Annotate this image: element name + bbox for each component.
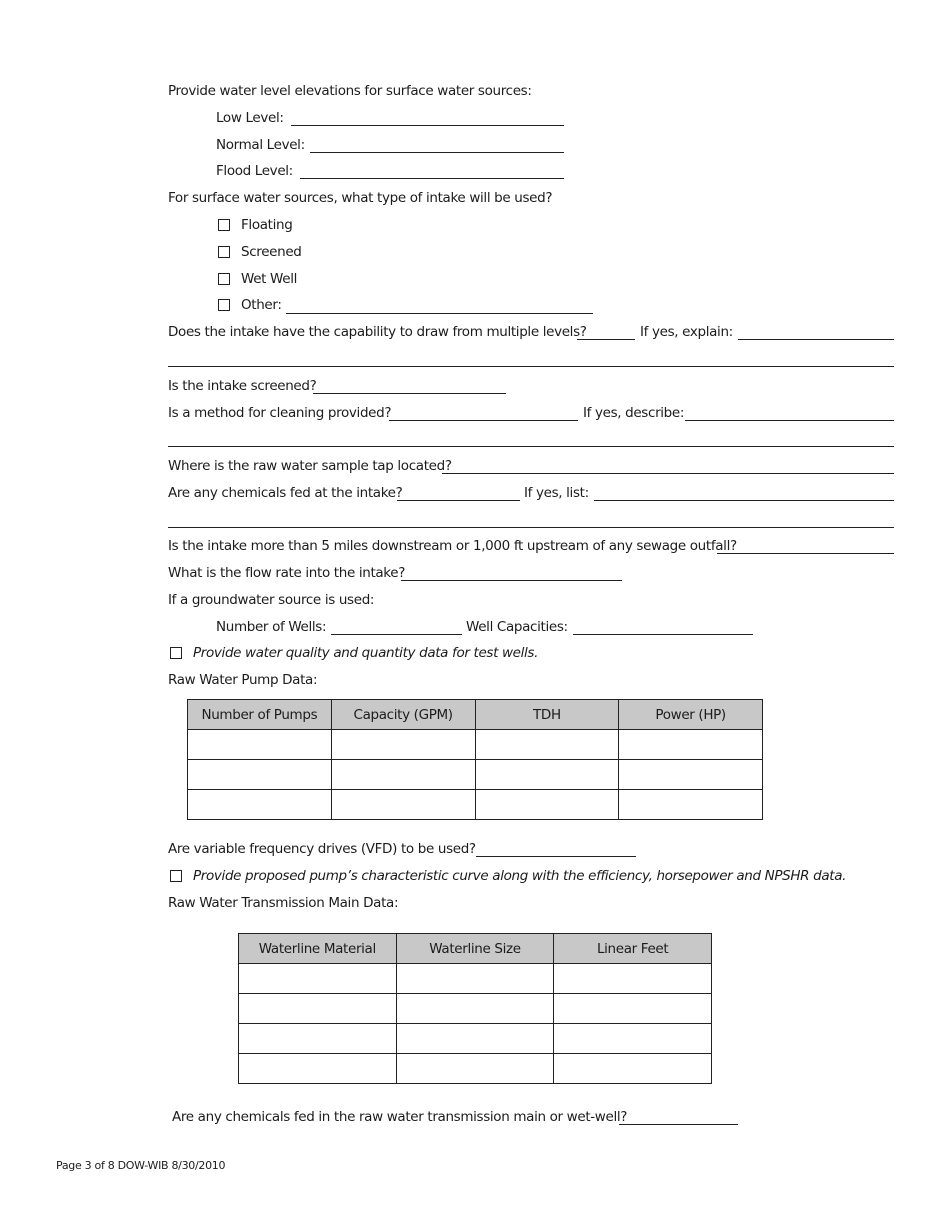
- cleaning-field[interactable]: [389, 420, 578, 421]
- flood-level-field[interactable]: [300, 178, 564, 179]
- table-cell[interactable]: [188, 760, 332, 790]
- table-row: [188, 730, 763, 760]
- flow-rate-question: What is the flow rate into the intake?: [168, 565, 406, 581]
- number-of-wells-field[interactable]: [331, 634, 462, 635]
- screened-label: Screened: [241, 244, 302, 260]
- cleaning-followup: If yes, describe:: [583, 405, 685, 421]
- flow-rate-field[interactable]: [401, 580, 622, 581]
- flood-level-label: Flood Level:: [216, 163, 293, 179]
- chemicals-intake-followup: If yes, list:: [524, 485, 589, 501]
- sample-tap-field[interactable]: [442, 473, 894, 474]
- multiple-levels-question: Does the intake have the capability to draw from multiple levels?: [168, 324, 587, 340]
- transmission-table: [238, 933, 712, 1084]
- pump-data-title: Raw Water Pump Data:: [168, 672, 318, 688]
- table-cell[interactable]: [475, 730, 619, 760]
- vfd-field[interactable]: [476, 856, 636, 857]
- table-cell[interactable]: [396, 994, 554, 1024]
- table-cell[interactable]: [331, 760, 475, 790]
- table-cell[interactable]: [239, 964, 397, 994]
- table-cell[interactable]: [188, 730, 332, 760]
- table-cell[interactable]: [239, 1024, 397, 1054]
- sewage-outfall-field[interactable]: [717, 553, 894, 554]
- table-row: [188, 760, 763, 790]
- sewage-outfall-question: Is the intake more than 5 miles downstream or 1,000 ft upstream of any sewage outfall?: [168, 538, 737, 554]
- page-footer: Page 3 of 8 DOW-WIB 8/30/2010: [56, 1159, 226, 1172]
- table-cell[interactable]: [619, 730, 763, 760]
- other-field[interactable]: [286, 313, 593, 314]
- screened-question: Is the intake screened?: [168, 378, 317, 394]
- pump-header-number: Number of Pumps: [188, 700, 332, 730]
- table-cell[interactable]: [239, 1054, 397, 1084]
- pump-header-capacity: Capacity (GPM): [331, 700, 475, 730]
- table-cell[interactable]: [239, 994, 397, 1024]
- chemicals-intake-list-field[interactable]: [594, 500, 894, 501]
- multiple-levels-followup: If yes, explain:: [640, 324, 733, 340]
- cleaning-question: Is a method for cleaning provided?: [168, 405, 392, 421]
- other-checkbox[interactable]: [218, 299, 230, 311]
- test-wells-checkbox[interactable]: [170, 647, 182, 659]
- cleaning-describe-field[interactable]: [685, 420, 894, 421]
- normal-level-field[interactable]: [310, 152, 564, 153]
- intake-type-prompt: For surface water sources, what type of intake will be used?: [168, 190, 553, 206]
- cleaning-describe-line[interactable]: [168, 446, 894, 447]
- chemicals-main-question: Are any chemicals fed in the raw water transmission main or wet-well?: [172, 1109, 628, 1125]
- table-row: [239, 1024, 712, 1054]
- transmission-table-header-row: [239, 934, 712, 964]
- table-cell[interactable]: [554, 1054, 712, 1084]
- test-wells-note: Provide water quality and quantity data for test wells.: [193, 645, 539, 661]
- sample-tap-question: Where is the raw water sample tap located?: [168, 458, 452, 474]
- well-capacities-label: Well Capacities:: [466, 619, 568, 635]
- pump-curve-note: Provide proposed pump’s characteristic curve along with the efficiency, horsepower and NPSHR data.: [193, 868, 847, 884]
- table-cell[interactable]: [619, 760, 763, 790]
- water-level-prompt: Provide water level elevations for surface water sources:: [168, 83, 532, 99]
- vfd-question: Are variable frequency drives (VFD) to be used?: [168, 841, 476, 857]
- number-of-wells-label: Number of Wells:: [216, 619, 327, 635]
- table-cell[interactable]: [554, 964, 712, 994]
- chemicals-intake-field[interactable]: [397, 500, 520, 501]
- table-row: [188, 790, 763, 820]
- chemicals-intake-list-line[interactable]: [168, 527, 894, 528]
- wet-well-label: Wet Well: [241, 271, 298, 287]
- table-cell[interactable]: [554, 1024, 712, 1054]
- pump-curve-checkbox[interactable]: [170, 870, 182, 882]
- well-capacities-field[interactable]: [573, 634, 753, 635]
- table-cell[interactable]: [396, 1054, 554, 1084]
- pump-header-power: Power (HP): [619, 700, 763, 730]
- pump-data-table: [187, 699, 763, 820]
- multiple-levels-field[interactable]: [577, 339, 635, 340]
- screened-field[interactable]: [313, 393, 506, 394]
- pump-header-tdh: TDH: [475, 700, 619, 730]
- wet-well-checkbox[interactable]: [218, 273, 230, 285]
- table-cell[interactable]: [554, 994, 712, 1024]
- transmission-header-size: Waterline Size: [396, 934, 554, 964]
- table-cell[interactable]: [188, 790, 332, 820]
- table-cell[interactable]: [619, 790, 763, 820]
- multiple-levels-explain-field[interactable]: [738, 339, 894, 340]
- table-cell[interactable]: [396, 1024, 554, 1054]
- normal-level-label: Normal Level:: [216, 137, 305, 153]
- low-level-label: Low Level:: [216, 110, 284, 126]
- table-cell[interactable]: [396, 964, 554, 994]
- transmission-header-linear-feet: Linear Feet: [554, 934, 712, 964]
- chemicals-main-field[interactable]: [619, 1124, 738, 1125]
- table-cell[interactable]: [331, 730, 475, 760]
- low-level-field[interactable]: [291, 125, 564, 126]
- table-row: [239, 964, 712, 994]
- chemicals-intake-question: Are any chemicals fed at the intake?: [168, 485, 403, 501]
- table-cell[interactable]: [475, 760, 619, 790]
- multiple-levels-explain-line[interactable]: [168, 366, 894, 367]
- screened-checkbox[interactable]: [218, 246, 230, 258]
- transmission-title: Raw Water Transmission Main Data:: [168, 895, 399, 911]
- floating-checkbox[interactable]: [218, 219, 230, 231]
- table-row: [239, 1054, 712, 1084]
- table-cell[interactable]: [331, 790, 475, 820]
- other-label: Other:: [241, 297, 282, 313]
- transmission-header-material: Waterline Material: [239, 934, 397, 964]
- floating-label: Floating: [241, 217, 293, 233]
- pump-table-header-row: [188, 700, 763, 730]
- table-row: [239, 994, 712, 1024]
- table-cell[interactable]: [475, 790, 619, 820]
- groundwater-prompt: If a groundwater source is used:: [168, 592, 375, 608]
